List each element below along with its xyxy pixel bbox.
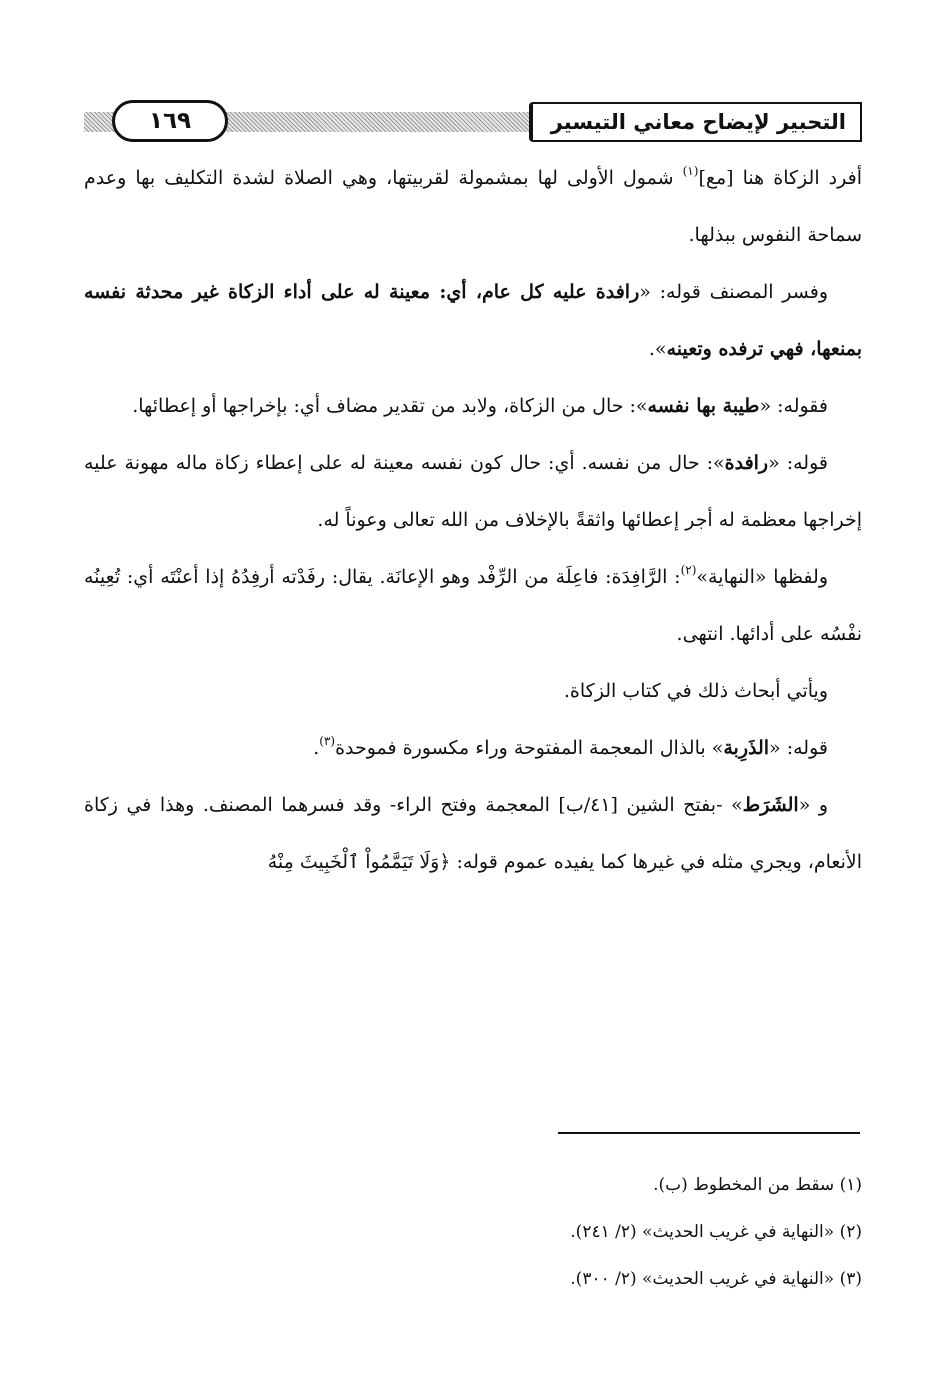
- paragraph-1-text-b: شمول الأولى لها بمشمولة لقربيتها، وهي الصلاة لشدة التكليف بها وعدم سماحة النفوس ببذلها.: [84, 167, 862, 246]
- footnote-3: (٣) «النهاية في غريب الحديث» (٢/ ٣٠٠).: [570, 1269, 862, 1289]
- paragraph-8-text-b: » -بفتح الشين [٤١/ب] المعجمة وفتح الراء- وقد فسرهما المصنف. وهذا في زكاة الأنعام، ويجري مثله في غيرها كما يفيده عموم قوله: ﴿وَلَا تَيَمَّمُواْ ٱلْخَبِيثَ مِنْهُ: [84, 794, 862, 873]
- book-title: التحبير لإيضاح معاني التيسير: [529, 102, 862, 142]
- paragraph-3-text-a: فقوله: «: [759, 395, 828, 417]
- footnote-2: (٢) «النهاية في غريب الحديث» (٢/ ٢٤١).: [570, 1222, 862, 1242]
- paragraph-7: [84, 720, 862, 777]
- paragraph-3-text-b: »: حال من الزكاة، ولابد من تقدير مضاف أي: بإخراجها أو إعطائها.: [132, 395, 648, 417]
- paragraph-2: [84, 264, 862, 378]
- footnote-separator: [558, 1132, 860, 1134]
- paragraph-7-quote: الذَرِبة: [723, 737, 770, 759]
- paragraph-6: ويأتي أبحاث ذلك في كتاب الزكاة.: [563, 680, 828, 702]
- paragraph-8-text-a: و «: [798, 794, 829, 816]
- paragraph-8: [84, 777, 862, 891]
- paragraph-4-quote: رافدة: [724, 452, 769, 474]
- paragraph-8-quote: الشَرَط: [742, 794, 799, 816]
- paragraph-4-text-a: قوله: «: [768, 452, 828, 474]
- footnote-1: (١) سقط من المخطوط (ب).: [653, 1175, 862, 1195]
- paragraph-1-text-a: أفرد الزكاة هنا [مع]: [698, 167, 862, 189]
- paragraph-5: [84, 549, 862, 663]
- paragraph-7-text-b: » بالذال المعجمة المفتوحة وراء مكسورة فموحدة: [335, 737, 724, 759]
- paragraph-4: [84, 435, 862, 549]
- paragraph-2-text-a: وفسر المصنف قوله: «: [639, 281, 828, 303]
- paragraph-1: [84, 150, 862, 264]
- footnote-ref-3: (٣): [319, 734, 336, 748]
- paragraph-5-text-a: ولفظها «النهاية»: [696, 566, 828, 588]
- footnote-ref-1: (١): [682, 164, 699, 178]
- paragraph-2-quote: رافدة عليه كل عام، أي: معينة له على أداء الزكاة غير محدثة نفسه بمنعها، فهي ترفده وتعينه: [84, 281, 862, 360]
- footnote-ref-2: (٢): [680, 563, 697, 577]
- page-number: ١٦٩: [112, 100, 228, 142]
- footnotes: [84, 1162, 862, 1303]
- paragraph-7-text-a: قوله: «: [769, 737, 828, 759]
- paragraph-5-text-b: : الرَّافِدَة: فاعِلَة من الرِّفْد وهو الإعانَة. يقال: رفَدْته أرفِدُهُ إذا أعنْتَه أي: تُعِينُه نفْسُه على أدائها. انتهى.: [84, 566, 862, 645]
- paragraph-3: [84, 378, 862, 435]
- main-text: [84, 150, 862, 891]
- running-header: [84, 98, 862, 148]
- paragraph-7-text-c: .: [313, 737, 320, 759]
- paragraph-4-text-b: »: حال من نفسه. أي: حال كون نفسه معينة له على إعطاء زكاة ماله مهونة عليه إخراجها معظمة له أجر إعطائها واثقةً بالإخلاف من الله تعالى وعوناً له.: [84, 452, 862, 531]
- paragraph-3-quote: طيبة بها نفسه: [647, 395, 760, 417]
- paragraph-2-text-b: ».: [648, 338, 667, 360]
